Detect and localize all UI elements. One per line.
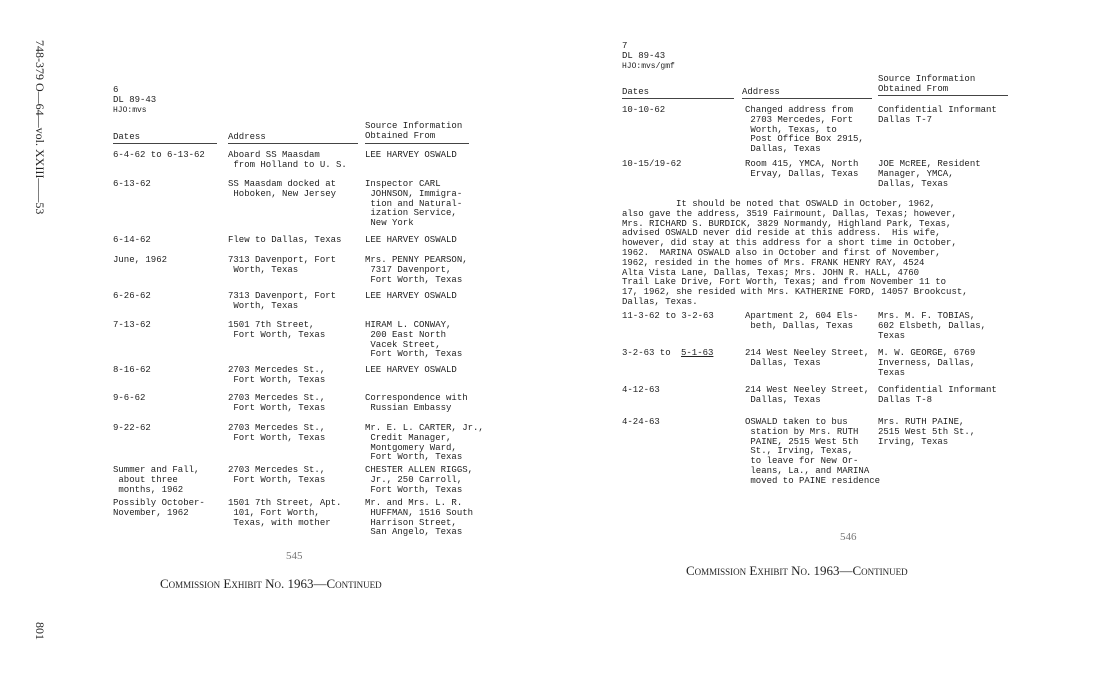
page-number: 545	[286, 550, 303, 562]
volume-reference: 748-379 O—64—vol. XXIII——53	[33, 40, 47, 215]
row-address: 7313 Davenport, Fort Worth, Texas	[228, 255, 337, 275]
row-address: OSWALD taken to bus station by Mrs. RUTH PAINE, 2515 West 5th St., Irving, Texas, to leave for New Or- leans, La., and MARINA moved to PAINE residence	[745, 417, 881, 486]
note-paragraph: It should be noted that OSWALD in October, 1962, also gave the address, 3519 Fairmount, Dallas, Texas; however, Mrs. RICHARD S. BURDICK, 3829 Normandy, Highland Park, Texas, advised OSWALD never did reside at this address. His wife, however, did stay at this address for a short time in October, 1962. MARINA OSWALD also in October and first of November, 1962, resided in the homes of Mrs. FRANK HENRY RAY, 4524 Alta Vista Lane, Dallas, Texas; Mrs. JOHN R. HALL, 4760 Trail Lake Drive, Fort Worth, Texas; and from November 11 to 17, 1962, she resided with Mrs. KATHERINE FORD, 14057 Brookcust, Dallas, Texas.	[622, 199, 968, 307]
header-rule	[365, 143, 469, 144]
row-date: 6-26-62	[113, 291, 151, 301]
page-number: 546	[840, 531, 857, 543]
header-source: Source Information Obtained From	[365, 121, 463, 141]
row-date: 4-24-63	[622, 417, 660, 427]
row-address: 1501 7th Street, Fort Worth, Texas	[228, 320, 326, 340]
row-address: 1501 7th Street, Apt. 101, Fort Worth, Texas, with mother	[228, 498, 342, 528]
row-date: 9-6-62	[113, 393, 146, 403]
row-address: 7313 Davenport, Fort Worth, Texas	[228, 291, 337, 311]
margin-page-number: 801	[33, 622, 47, 640]
header-rule	[878, 95, 1008, 96]
row-address: 214 West Neeley Street, Dallas, Texas	[745, 348, 870, 368]
row-source: Inspector CARL JOHNSON, Immigra- tion and Natural- ization Service, New York	[365, 179, 463, 229]
row-source: JOE McREE, Resident Manager, YMCA, Dallas, Texas	[878, 159, 981, 189]
row-date: Summer and Fall, about three months, 1962	[113, 465, 200, 495]
header-rule	[113, 143, 217, 144]
row-address: Flew to Dallas, Texas	[228, 235, 342, 245]
row-source: Confidential Informant Dallas T-7	[878, 105, 997, 125]
header-dates: Dates	[113, 132, 141, 142]
row-source: Mrs. RUTH PAINE, 2515 West 5th St., Irving, Texas	[878, 417, 976, 447]
row-address: 2703 Mercedes St., Fort Worth, Texas	[228, 365, 326, 385]
row-source: Confidential Informant Dallas T-8	[878, 385, 997, 405]
exhibit-caption: Commission Exhibit No. 1963—Continued	[160, 576, 382, 591]
initials: HJO:mvs/gmf	[622, 62, 675, 71]
row-source: CHESTER ALLEN RIGGS, Jr., 250 Carroll, Fort Worth, Texas	[365, 465, 474, 495]
row-address: 2703 Mercedes St., Fort Worth, Texas	[228, 423, 326, 443]
row-address: Apartment 2, 604 Els- beth, Dallas, Texas	[745, 311, 859, 331]
initials: HJO:mvs	[113, 106, 147, 115]
header-dates: Dates	[622, 87, 650, 97]
row-date: 6-14-62	[113, 235, 151, 245]
row-address: Aboard SS Maasdam from Holland to U. S.	[228, 150, 347, 170]
header-rule	[742, 98, 872, 99]
row-address: 2703 Mercedes St., Fort Worth, Texas	[228, 465, 326, 485]
row-date: 9-22-62	[113, 423, 151, 433]
row-source: Mr. and Mrs. L. R. HUFFMAN, 1516 South Harrison Street, San Angelo, Texas	[365, 498, 474, 538]
row-source: LEE HARVEY OSWALD	[365, 291, 457, 301]
file-number: DL 89-43	[622, 51, 666, 61]
row-date: June, 1962	[113, 255, 168, 265]
header-address: Address	[742, 87, 780, 97]
row-date: 6-4-62 to 6-13-62	[113, 150, 205, 160]
row-address: 2703 Mercedes St., Fort Worth, Texas	[228, 393, 326, 413]
header-rule	[228, 143, 358, 144]
row-date: 3-2-63 to	[622, 348, 677, 358]
row-source: M. W. GEORGE, 6769 Inverness, Dallas, Texas	[878, 348, 976, 378]
row-source: LEE HARVEY OSWALD	[365, 235, 457, 245]
row-source: LEE HARVEY OSWALD	[365, 150, 457, 160]
row-source: LEE HARVEY OSWALD	[365, 365, 457, 375]
header-rule	[622, 98, 734, 99]
row-source: Mrs. PENNY PEARSON, 7317 Davenport, Fort Worth, Texas	[365, 255, 468, 285]
exhibit-caption: Commission Exhibit No. 1963—Continued	[686, 563, 908, 578]
row-address: Room 415, YMCA, North Ervay, Dallas, Texas	[745, 159, 859, 179]
row-date: 7-13-62	[113, 320, 151, 330]
file-number: DL 89-43	[113, 95, 157, 105]
header-address: Address	[228, 132, 266, 142]
page-marker: 6	[113, 85, 119, 95]
row-date: 6-13-62	[113, 179, 151, 189]
row-date: 10-15/19-62	[622, 159, 682, 169]
row-date: 10-10-62	[622, 105, 666, 115]
row-source: Correspondence with Russian Embassy	[365, 393, 468, 413]
row-address: 214 West Neeley Street, Dallas, Texas	[745, 385, 870, 405]
row-date: 8-16-62	[113, 365, 151, 375]
row-source: HIRAM L. CONWAY, 200 East North Vacek Street, Fort Worth, Texas	[365, 320, 463, 360]
row-date: Possibly October- November, 1962	[113, 498, 205, 518]
row-address: Changed address from 2703 Mercedes, Fort Worth, Texas, to Post Office Box 2915, Dallas, Texas	[745, 105, 864, 155]
row-address: SS Maasdam docked at Hoboken, New Jersey	[228, 179, 337, 199]
row-source: Mrs. M. F. TOBIAS, 602 Elsbeth, Dallas, Texas	[878, 311, 987, 341]
row-date: 4-12-63	[622, 385, 660, 395]
row-date-underlined: 5-1-63	[681, 348, 714, 358]
row-date: 11-3-62 to 3-2-63	[622, 311, 714, 321]
row-source: Mr. E. L. CARTER, Jr., Credit Manager, Montgomery Ward, Fort Worth, Texas	[365, 423, 484, 463]
page-marker: 7	[622, 41, 628, 51]
header-source: Source Information Obtained From	[878, 74, 976, 94]
